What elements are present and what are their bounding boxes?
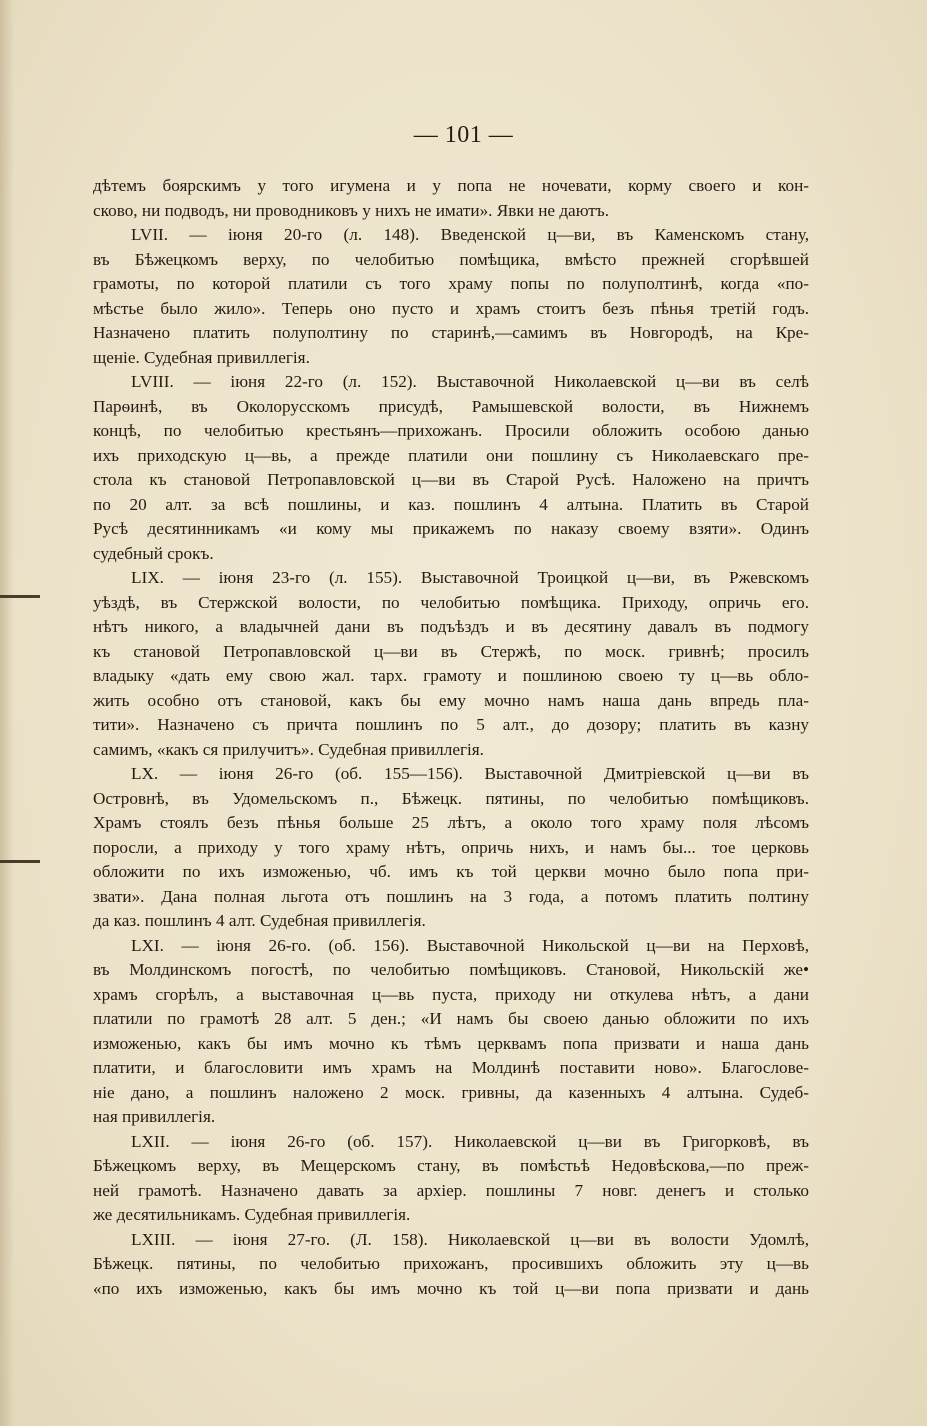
- text-line: LX. — іюня 26-го (об. 155—156). Выставочной Дмитріевской ц—ви въ: [131, 764, 809, 783]
- text-line: концѣ, по челобитью крестьянъ—прихожанъ. Просили обложить особою данью: [93, 421, 809, 440]
- text-line: обложити по ихъ изможенью, чб. имъ къ той церкви мочно было попа при-: [93, 862, 809, 881]
- text-line: «по ихъ изможенью, какъ бы имъ мочно къ той ц—ви попа призвати и дань: [93, 1278, 809, 1298]
- text-line: Парѳинѣ, въ Околорусскомъ присудѣ, Рамышевской волости, въ Нижнемъ: [93, 396, 809, 416]
- text-line: грамоты, по которой платили съ того храму попы по полуполтинѣ, когда «по-: [93, 274, 809, 293]
- text-line: LVIII. — іюня 22-го (л. 152). Выставочной Николаевской ц—ви въ селѣ: [131, 372, 809, 391]
- text-line: LXI. — іюня 26-го. (об. 156). Выставочной Никольской ц—ви на Перховѣ,: [131, 935, 809, 955]
- text-line: Островнѣ, въ Удомельскомъ п., Бѣжецк. пятины, по челобитью помѣщиковъ.: [93, 788, 809, 808]
- text-line: жить особно отъ становой, какъ бы ему мочно намъ наша дань впредь пла-: [93, 690, 809, 710]
- text-line: мѣстье было жило». Теперь оно пусто и храмъ стоитъ безъ пѣнья третій годъ.: [93, 298, 809, 318]
- text-line: платили по грамотѣ 28 алт. 5 ден.; «И намъ бы своею данью обложити по ихъ: [93, 1009, 809, 1028]
- text-line: LXIII. — іюня 27-го. (Л. 158). Николаевской ц—ви въ волости Удомлѣ,: [131, 1229, 809, 1249]
- text-line: самимъ, «какъ ся прилучитъ». Судебная привиллегія.: [93, 739, 484, 759]
- text-line: щеніе. Судебная привиллегія.: [93, 347, 310, 367]
- text-line: дѣтемъ боярскимъ у того игумена и у попа не ночевати, корму своего и кон-: [93, 176, 809, 195]
- text-line: по 20 алт. за всѣ пошлины, и каз. пошлинъ 4 алтына. Платить въ Старой: [93, 494, 809, 514]
- text-line: изможенью, какъ бы имъ мочно къ тѣмъ церквамъ попа призвати и наша дань: [93, 1033, 809, 1053]
- text-line: Бѣжецк. пятины, по челобитью прихожанъ, просившихъ обложить эту ц—вь: [93, 1254, 809, 1273]
- binding-mark-upper: [0, 595, 40, 598]
- page-left-edge-shadow: [0, 0, 14, 1426]
- text-line: въ Молдинскомъ погостѣ, по челобитью помѣщиковъ. Становой, Никольскій же•: [93, 960, 809, 979]
- text-line: LVII. — іюня 20-го (л. 148). Введенской ц—ви, въ Каменскомъ стану,: [131, 225, 809, 244]
- text-line: стола къ становой Петропавловской ц—ви въ Старой Русѣ. Наложено на причтъ: [93, 470, 809, 489]
- text-line: въ Бѣжецкомъ верху, по челобитью помѣщика, вмѣсто прежней сгорѣвшей: [93, 249, 809, 269]
- text-line: судебный срокъ.: [93, 543, 214, 563]
- text-line: Бѣжецкомъ верху, въ Мещерскомъ стану, въ помѣстьѣ Недовѣскова,—по преж-: [93, 1156, 809, 1175]
- text-line: поросли, а приходу у того храму нѣтъ, опричь нихъ, и намъ бы... тое церковь: [93, 837, 809, 857]
- text-line: Храмъ стоялъ безъ пѣнья больше 25 лѣтъ, а около того храму поля лѣсомъ: [93, 813, 809, 832]
- text-line: сково, ни подводъ, ни проводниковъ у нихъ не имати». Явки не даютъ.: [93, 200, 609, 220]
- text-line: же десятильникамъ. Судебная привиллегія.: [93, 1205, 411, 1224]
- text-line: ніе дано, а пошлинъ наложено 2 моск. гривны, да казенныхъ 4 алтына. Судеб-: [93, 1082, 809, 1102]
- text-line: ихъ приходскую ц—вь, а прежде платили они пошлину съ Николаевскаго пре-: [93, 445, 809, 465]
- text-line: ная привиллегія.: [93, 1107, 216, 1126]
- text-line: нѣтъ никого, а владычней дани въ подъѣздъ и въ десятину давалъ въ подмогу: [93, 617, 809, 636]
- text-line: Русѣ десятинникамъ «и кому мы прикажемъ по наказу своему взяти». Одинъ: [93, 519, 809, 538]
- body-text: [93, 174, 809, 1301]
- text-line: къ становой Петропавловской ц—ви въ Стержѣ, по моск. гривнѣ; просилъ: [93, 641, 809, 661]
- text-line: ней грамотѣ. Назначено давать за архіер. пошлины 7 новг. денегъ и столько: [93, 1180, 809, 1200]
- text-line: звати». Дана полная льгота отъ пошлинъ на 3 года, а потомъ платить полтину: [93, 886, 809, 906]
- text-line: да каз. пошлинъ 4 алт. Судебная привиллегія.: [93, 911, 426, 930]
- text-line: храмъ сгорѣлъ, а выставочная ц—вь пуста, приходу ни откулева нѣтъ, а дани: [93, 984, 809, 1004]
- text-line: LXII. — іюня 26-го (об. 157). Николаевской ц—ви въ Григорковѣ, въ: [131, 1131, 809, 1151]
- text-line: LIX. — іюня 23-го (л. 155). Выставочной Троицкой ц—ви, въ Ржевскомъ: [131, 568, 809, 587]
- text-line: владыку «дать ему свою жал. тарх. грамоту и пошлиною своею ту ц—вь обло-: [93, 666, 809, 685]
- binding-mark-lower: [0, 860, 40, 863]
- text-line: платити, и благословити имъ храмъ на Молдинѣ поставити ново». Благослове-: [93, 1058, 809, 1077]
- text-line: уѣздѣ, въ Стержской волости, по челобитью помѣщика. Приходу, опричь его.: [93, 592, 809, 612]
- text-line: тити». Назначено съ причта пошлинъ по 5 алт., до дозору; платить въ казну: [93, 715, 809, 734]
- page-number: — 101 —: [413, 122, 514, 148]
- text-line: Назначено платить полуполтину по старинѣ,—самимъ въ Новгородѣ, на Кре-: [93, 323, 809, 342]
